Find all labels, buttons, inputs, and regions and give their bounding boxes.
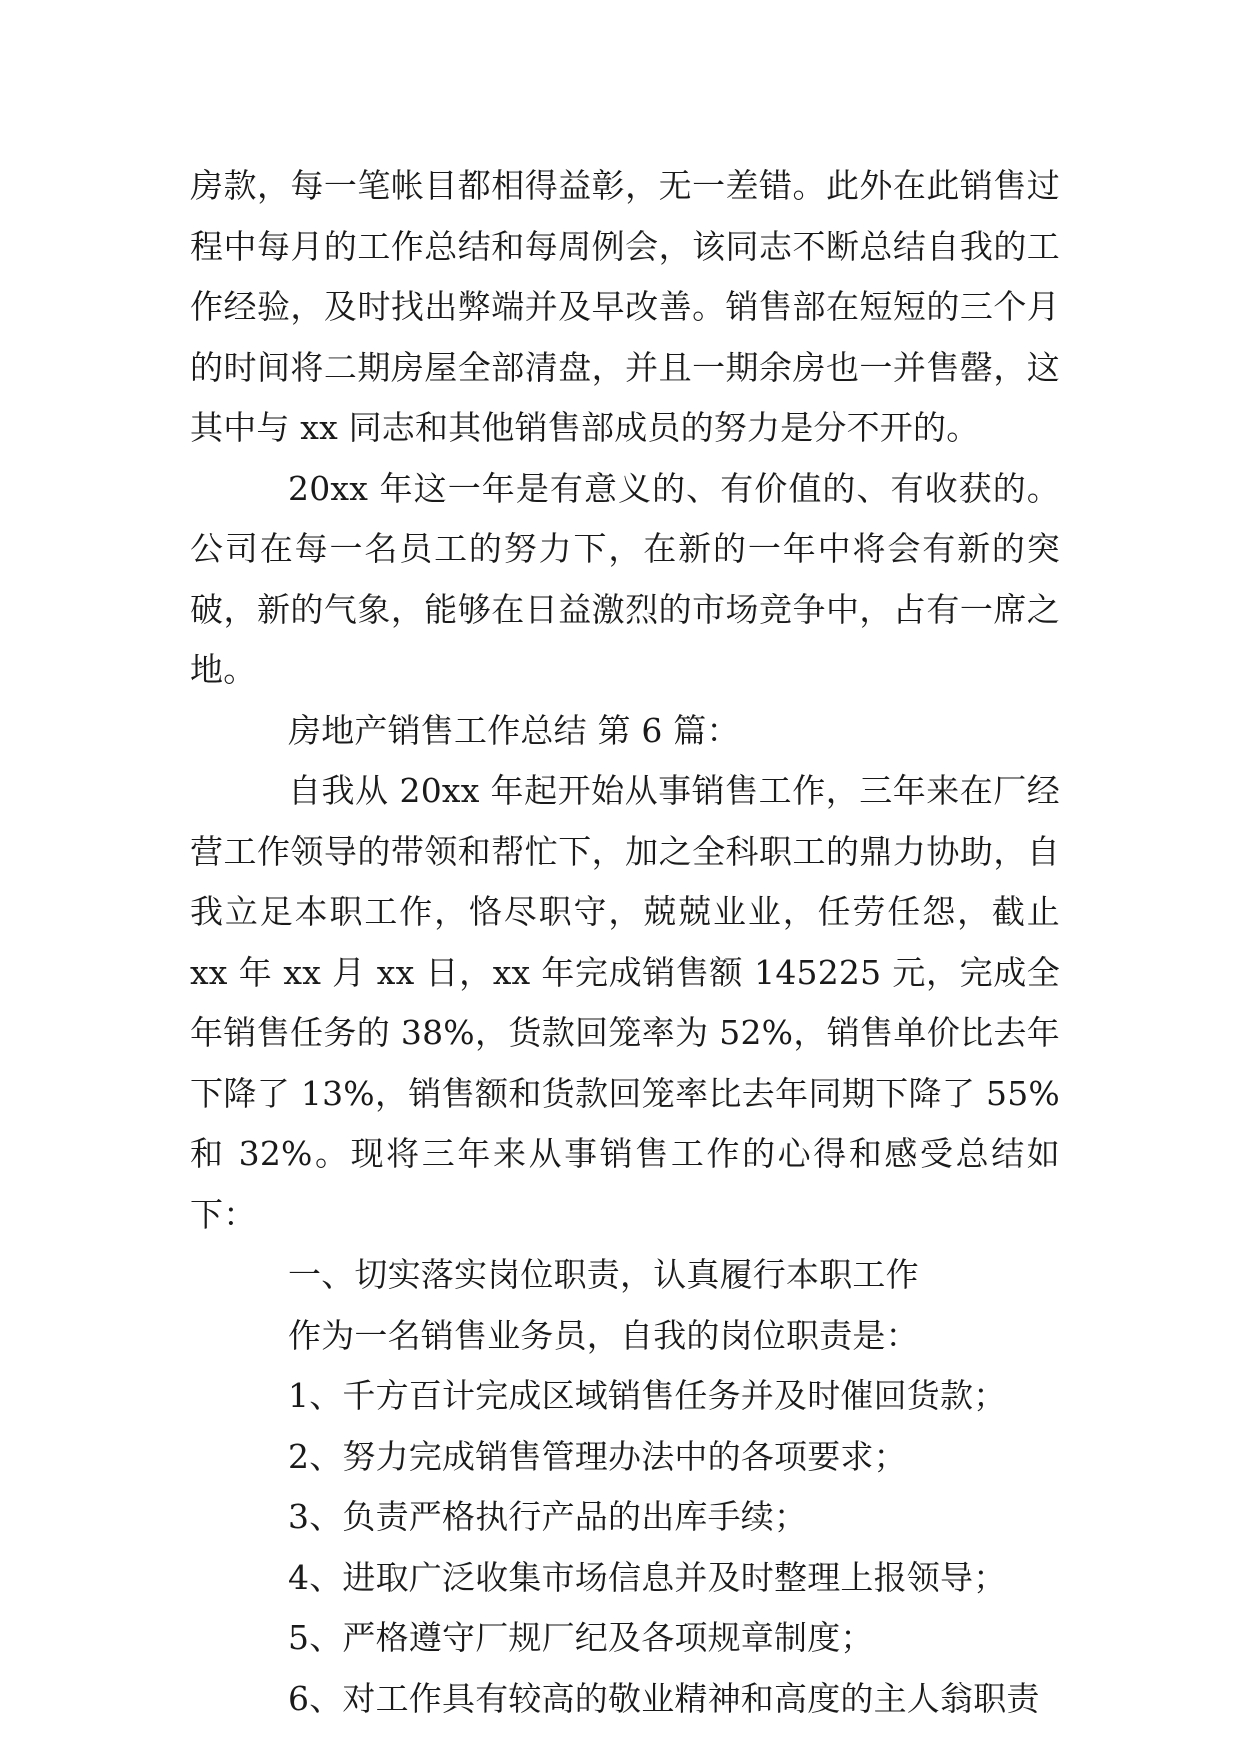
paragraph-sales-office-summary: 房款，每一笔帐目都相得益彰，无一差错。此外在此销售过程中每月的工作总结和每周例会，该同志不断总结自我的工作经验，及时找出弊端并及早改善。销售部在短短的三个月的时间将二期房屋全部清盘，并且一期余房也一并售罄，这其中与 xx 同志和其他销售部成员的努力是分不开的。 [190,166,1060,447]
section-heading-part-6: 房地产销售工作总结 第 6 篇： [288,710,740,750]
list-item-duty-3: 3、负责严格执行产品的出库手续； [288,1497,808,1536]
paragraph-year-review: 20xx 年这一年是有意义的、有价值的、有收获的。公司在每一名员工的努力下，在新的一年中将会有新的突破，新的气象，能够在日益激烈的市场竞争中，占有一席之地。 [190,468,1060,689]
document-body [190,156,1060,1729]
list-item-duty-5: 5、严格遵守厂规厂纪及各项规章制度； [288,1618,874,1657]
list-item-duty-4: 4、进取广泛收集市场信息并及时整理上报领导； [288,1557,1007,1597]
list-item-duty-2: 2、努力完成销售管理办法中的各项要求； [288,1436,907,1476]
paragraph-sales-performance: 自我从 20xx 年起开始从事销售工作，三年来在厂经营工作领导的带领和帮忙下，加之全科职工的鼎力协助，自我立足本职工作，恪尽职守，兢兢业业，任劳任怨，截止 xx 年 xx 月 xx 日，xx 年完成销售额 145225 元，完成全年销售任务的 38%，货款回笼率为 52%，销售单价比去年下降了 13%，销售额和货款回笼率比去年同期下降了 55%和 32%。现将三年来从事销售工作的心得和感受总结如下： [190,771,1060,1234]
list-item-duty-6: 6、对工作具有较高的敬业精神和高度的主人翁职责 [288,1678,1040,1718]
list-item-duty-1: 1、千方百计完成区域销售任务并及时催回货款； [288,1376,1007,1415]
paragraph-role-intro: 作为一名销售业务员，自我的岗位职责是： [288,1315,919,1355]
subheading-responsibilities: 一、切实落实岗位职责，认真履行本职工作 [288,1255,919,1294]
